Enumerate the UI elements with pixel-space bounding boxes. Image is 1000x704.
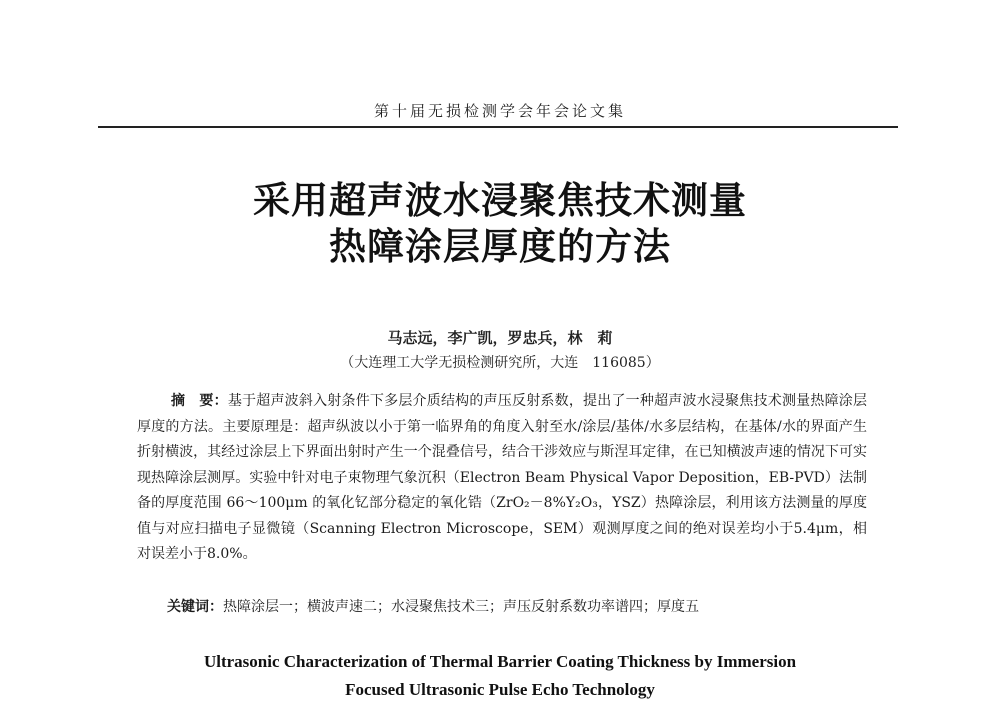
abstract-text: 基于超声波斜入射条件下多层介质结构的声压反射系数，提出了一种超声波水浸聚焦技术测量热障涂层厚度的方法。主要原理是：超声纵波以小于第一临界角的角度入射至水/涂层/基体/水多层结构，在基体/水的界面产生折射横波，其经过涂层上下界面出射时产生一个混叠信号，结合干涉效应与斯涅耳定律，在已知横波声速的情况下可实现热障涂层测厚。实验中针对电子束物理气象沉积（Electron Beam Physical Vapor Deposition，EB-PVD）法制备的厚度范围 66～100μm 的氧化钇部分稳定的氧化锆（ZrO₂－8%Y₂O₃，YSZ）热障涂层，利用该方法测量的厚度值与对应扫描电子显微镜（Scanning Electron Microscope，SEM）观测厚度之间的绝对误差均小于5.4μm，相对误差小于8.0%。 [137,393,868,562]
header-rule [98,126,898,128]
abstract [137,389,867,568]
english-title-line-2: Focused Ultrasonic Pulse Echo Technology [345,680,655,699]
keywords-label: 关键词： [167,599,223,615]
keywords [167,596,867,616]
english-title [0,648,1000,704]
keywords-text: 热障涂层一；横波声速二；水浸聚焦技术三；声压反射系数功率谱四；厚度五 [223,599,699,615]
paper-title-line-2: 热障涂层厚度的方法 [329,225,671,268]
affiliation: （大连理工大学无损检测研究所，大连 116085） [340,355,660,371]
english-title-line-1: Ultrasonic Characterization of Thermal Barrier Coating Thickness by Immersion [203,652,797,671]
author-list: 马志远，李广凯，罗忠兵，林 莉 [387,329,613,347]
abstract-label: 摘 要： [171,393,228,409]
paper-title-line-1: 采用超声波水浸聚焦技术测量 [253,179,747,222]
paper-title [0,178,1000,270]
running-header: 第十届无损检测学会年会论文集 [373,102,626,120]
